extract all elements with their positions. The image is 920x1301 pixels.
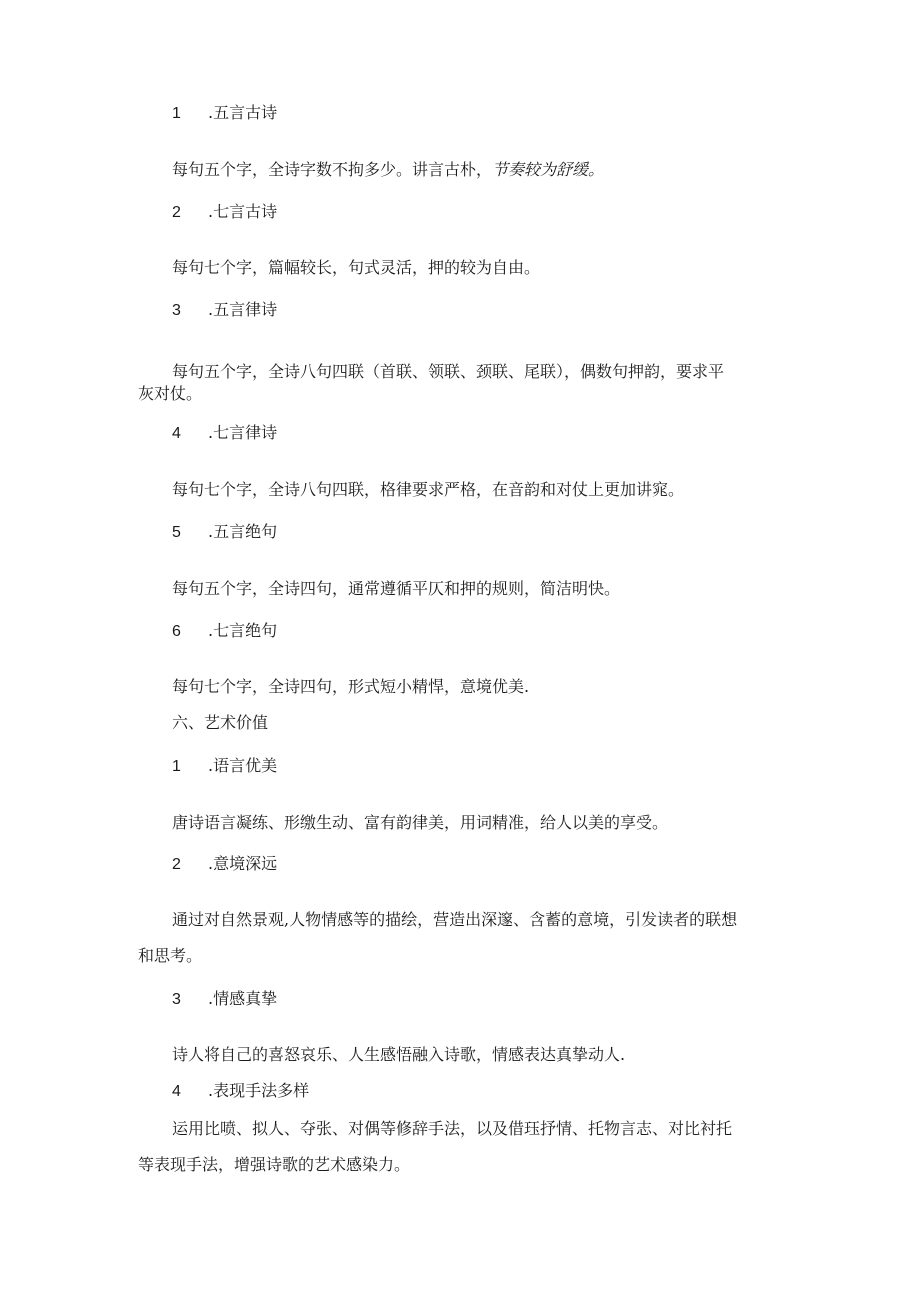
value-1-number: 1 bbox=[172, 758, 181, 775]
form-1-title: .五言古诗 bbox=[208, 103, 278, 122]
value-1-heading bbox=[172, 756, 277, 777]
value-4-number: 4 bbox=[172, 1083, 181, 1100]
form-5-heading bbox=[172, 522, 277, 543]
value-3-number: 3 bbox=[172, 991, 181, 1008]
form-1-heading bbox=[172, 103, 277, 124]
form-5-title: .五言绝句 bbox=[208, 522, 278, 541]
form-5-number: 5 bbox=[172, 524, 181, 541]
form-3-description-line2: 灰对仗。 bbox=[138, 384, 203, 403]
form-3-heading bbox=[172, 300, 277, 321]
value-2-description-line2: 和思考。 bbox=[138, 946, 203, 965]
form-2-description: 每句七个字，篇幅较长，句式灵活，押的较为自由。 bbox=[172, 258, 541, 277]
form-4-number: 4 bbox=[172, 425, 181, 442]
value-1-title: .语言优美 bbox=[208, 756, 278, 775]
value-4-description-line2: 等表现手法，增强诗歌的艺术感染力。 bbox=[138, 1155, 411, 1174]
form-3-title: .五言律诗 bbox=[208, 300, 278, 319]
value-2-title: .意境深远 bbox=[208, 854, 278, 873]
value-2-number: 2 bbox=[172, 856, 181, 873]
form-5-description: 每句五个字，全诗四句，通常遵循平仄和押的规则，简洁明快。 bbox=[172, 579, 621, 598]
form-2-title: .七言古诗 bbox=[208, 202, 278, 221]
value-1-description: 唐诗语言凝练、形缴生动、富有韵律美，用词精准，给人以美的享受。 bbox=[172, 813, 669, 832]
section-6-heading: 六、艺术价值 bbox=[172, 713, 269, 732]
form-6-heading bbox=[172, 621, 277, 642]
form-1-number: 1 bbox=[172, 105, 181, 122]
value-3-description: 诗人将自己的喜怒哀乐、人生感悟融入诗歌，情感表达真挚动人. bbox=[172, 1045, 626, 1064]
form-6-description: 每句七个字，全诗四句，形式短小精悍，意境优美. bbox=[172, 677, 530, 696]
value-3-title: .情感真挚 bbox=[208, 989, 278, 1008]
italic-phrase: 节奏较为舒缓。 bbox=[492, 160, 605, 179]
form-2-number: 2 bbox=[172, 204, 181, 221]
value-4-description-line1: 运用比喷、拟人、夺张、对偶等修辞手法，以及借珏抒情、托物言志、对比衬托 bbox=[172, 1119, 733, 1138]
form-2-heading bbox=[172, 202, 277, 223]
form-4-heading bbox=[172, 423, 277, 444]
form-3-description-line1: 每句五个字，全诗八句四联（首联、领联、颈联、尾联），偶数句押韵，要求平 bbox=[172, 362, 725, 381]
value-2-description-line1: 通过对自然景观,人物情感等的描绘，营造出深邃、含蓄的意境，引发读者的联想 bbox=[172, 910, 738, 929]
form-4-title: .七言律诗 bbox=[208, 423, 278, 442]
value-2-heading bbox=[172, 854, 277, 875]
form-4-description: 每句七个字，全诗八句四联，格律要求严格，在音韵和对仗上更加讲窕。 bbox=[172, 480, 685, 499]
value-4-heading bbox=[172, 1081, 309, 1102]
form-1-description: 每句五个字，全诗字数不拘多少。讲言古朴，节奏较为舒缓。 bbox=[172, 160, 605, 179]
form-3-number: 3 bbox=[172, 302, 181, 319]
value-4-title: .表现手法多样 bbox=[208, 1081, 310, 1100]
form-6-title: .七言绝句 bbox=[208, 621, 278, 640]
value-3-heading bbox=[172, 989, 277, 1010]
form-6-number: 6 bbox=[172, 623, 181, 640]
